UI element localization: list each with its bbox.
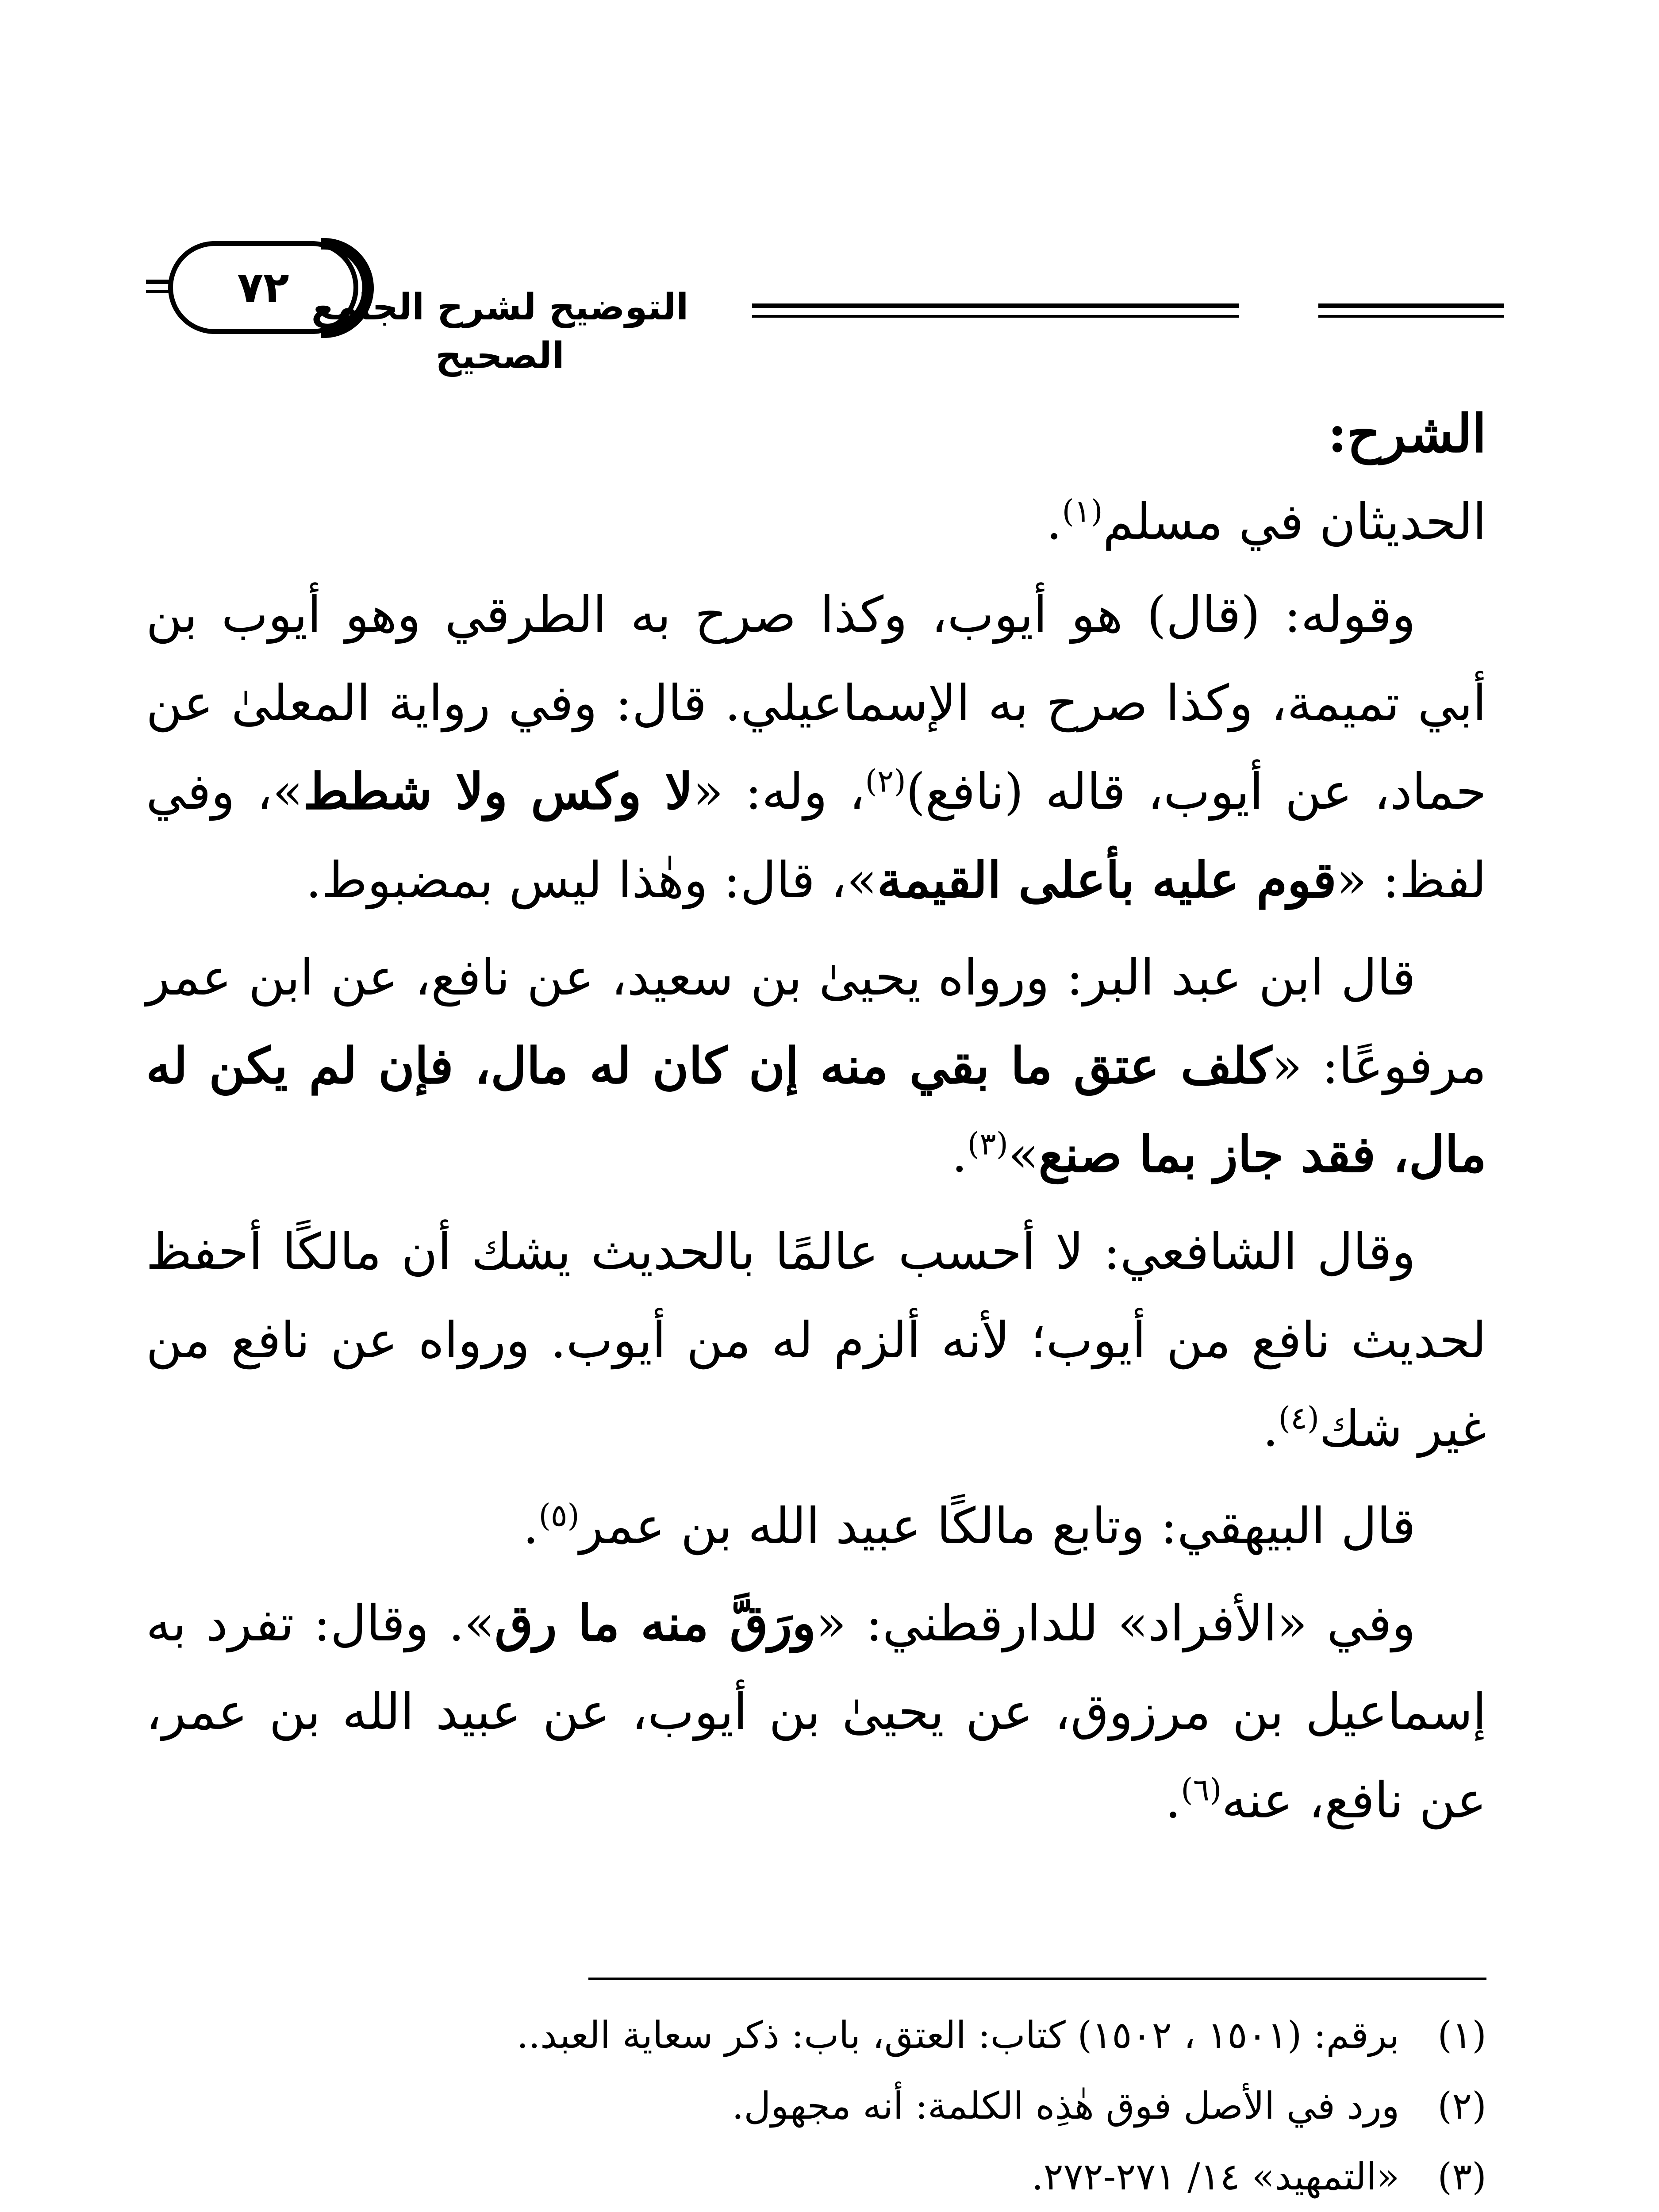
header-rule-middle-top	[752, 303, 1239, 308]
page-number: ٧٢	[237, 263, 289, 312]
paragraph-2: وقوله: (قال) هو أيوب، وكذا صرح به الطرقي وهو أيوب بن أبي تميمة، وكذا صرح به الإسماعيلي. قال: وفي رواية المعلىٰ عن حماد، عن أيوب، قاله (نافع)$^{(٢)}$، وله: «لا وكس ولا شطط»، وفي لفظ: «قوم عليه بأعلى القيمة»، قال: وهٰذا ليس بمضبوط.	[146, 586, 1487, 909]
header-rule-right-top	[1318, 303, 1504, 308]
main-text	[146, 389, 1486, 1845]
header-rule-middle-bottom	[752, 315, 1239, 318]
header-rule-right-bottom	[1318, 315, 1504, 318]
footnotes	[265, 2000, 1486, 2212]
paragraph-6: وفي «الأفراد» للدارقطني: «ورَقَّ منه ما رق». وقال: تفرد به إسماعيل بن مرزوق، عن يحيىٰ بن أيوب، عن عبيد الله بن عمر، عن نافع، عنه$^{(٦)}$.	[146, 1594, 1486, 1829]
running-title: التوضيح لشرح الجامع الصحيح	[311, 286, 689, 377]
paragraph-5: قال البيهقي: وتابع مالكًا عبيد الله بن عمر$^{(٥)}$.	[522, 1497, 1416, 1555]
footnote-1: (١) برقم: (١٥٠١ ، ١٥٠٢) كتاب: العتق، باب: ذكر سعاية العبد..	[516, 2013, 1486, 2057]
footnote-2: (٢) ورد في الأصل فوق هٰذِه الكلمة: أنه مجهول.	[732, 2084, 1486, 2128]
footnote-ref-1[interactable]: (١)	[1062, 493, 1103, 530]
footnote-ref-2[interactable]: (٢)	[865, 763, 906, 799]
footnote-ref-4[interactable]: (٤)	[1278, 1400, 1319, 1436]
section-heading: الشرح:	[1328, 403, 1486, 464]
footnote-ref-3[interactable]: (٣)	[967, 1125, 1008, 1162]
footnote-3: (٣) «التمهيد» ١٤/ ٢٧١-٢٧٢.	[1031, 2155, 1486, 2198]
footnote-ref-6[interactable]: (٦)	[1181, 1771, 1222, 1808]
paragraph-4: وقال الشافعي: لا أحسب عالمًا بالحديث يشك أن مالكًا أحفظ لحديث نافع من أيوب؛ لأنه ألزم له من أيوب. ورواه عن نافع من غير شك$^{(٤)}$.	[146, 1223, 1486, 1458]
paragraph-1: الحديثان في مسلم$^{(١)}$.	[1046, 493, 1486, 551]
footnote-separator	[588, 1978, 1486, 1980]
paragraph-3: قال ابن عبد البر: ورواه يحيىٰ بن سعيد، عن نافع، عن ابن عمر مرفوعًا: «كلف عتق ما بقي منه إن كان له مال، فإن لم يكن له مال، فقد جاز بما صنع»$^{(٣)}$.	[146, 949, 1487, 1183]
footnote-ref-5[interactable]: (٥)	[538, 1497, 580, 1534]
